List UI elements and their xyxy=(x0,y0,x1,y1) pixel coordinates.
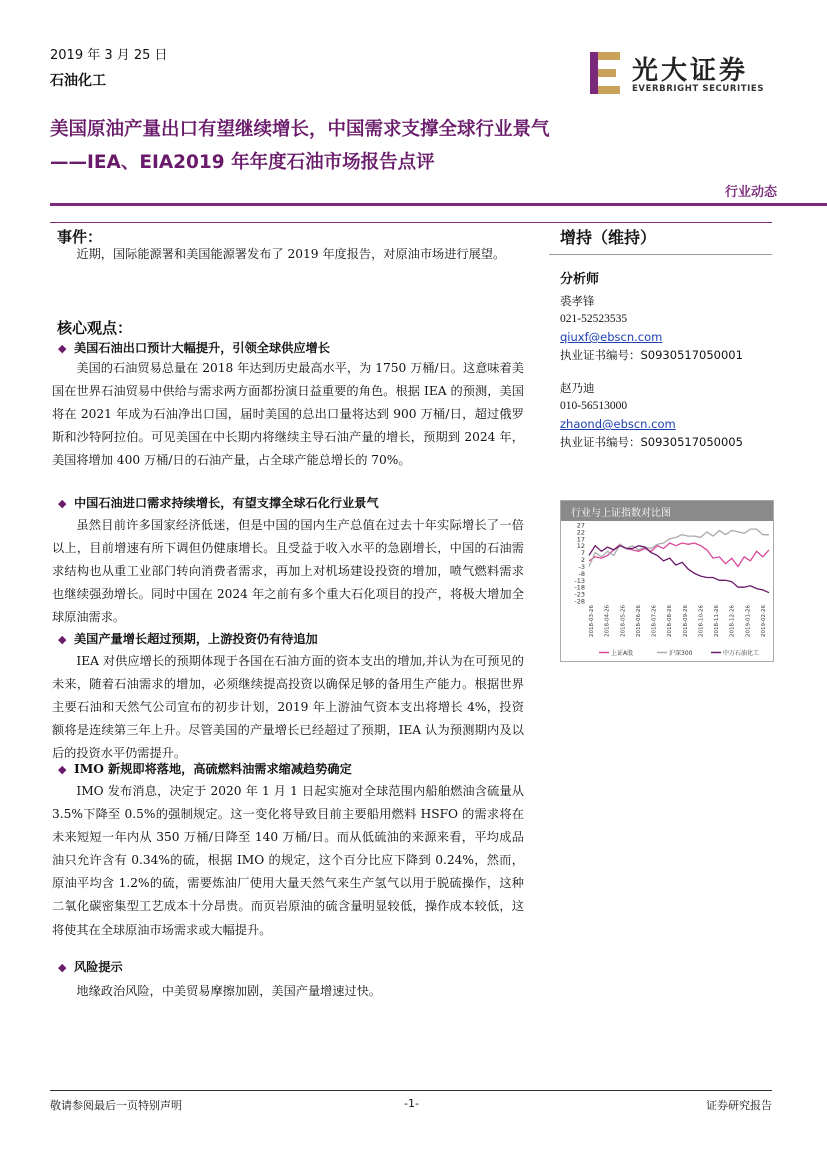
logo-chinese-name: 光大证券 xyxy=(632,56,749,86)
analyst-email-link[interactable]: qiuxf@ebscn.com xyxy=(560,330,663,344)
chart-title-bar xyxy=(561,501,773,521)
section-bullet xyxy=(58,630,318,647)
core-view-heading: 核心观点： xyxy=(57,319,133,337)
analyst-card xyxy=(560,379,743,451)
page-number: -1- xyxy=(404,1097,419,1110)
y-tick-label: -18 xyxy=(574,583,585,592)
report-title: 美国原油产量出口有望继续增长，中国需求支撑全球行业景气 xyxy=(50,119,550,140)
legend-label: 沪深300 xyxy=(669,650,693,657)
x-tick-label: 2018-05-26 xyxy=(620,605,627,637)
content-divider xyxy=(50,222,772,223)
bullet-label: 美国产量增长超过预期，上游投资仍有待追加 xyxy=(74,632,318,646)
legend-label: 上证A股 xyxy=(611,650,634,657)
company-logo xyxy=(588,50,778,96)
y-tick-label: -8 xyxy=(578,569,585,578)
y-tick-label: 17 xyxy=(576,535,585,544)
document-type: 行业动态 xyxy=(724,185,777,200)
section-text: 虽然目前许多国家经济低迷，但是中国的国内生产总值在过去十年实际增长了一倍以上，目前增速有所下调但仍健康增长。且受益于收入水平的急剧增长，中国的石油需求结构也从重工业部门转向消费者需求，再加上对机场建设投资的增加，喷气燃料需求也继续强劲增长。同时中国在 2024 年之前有多个重大石化项目的投产，将极大增加全球原油需求。 xyxy=(52,518,524,625)
x-tick-label: 2018-04-26 xyxy=(604,605,611,637)
y-tick-label: 27 xyxy=(576,521,585,530)
y-tick-label: -28 xyxy=(574,597,585,606)
sector-label: 石油化工 xyxy=(50,73,106,89)
rating-label: 增持（维持） xyxy=(560,228,657,247)
footer-divider xyxy=(50,1090,772,1091)
x-tick-label: 2018-11-26 xyxy=(714,605,721,637)
diamond-bullet-icon: ◆ xyxy=(58,633,67,646)
analyst-phone: 010-56513000 xyxy=(560,400,628,412)
footer-disclaimer: 敬请参阅最后一页特别声明 xyxy=(50,1099,182,1112)
analyst-name: 赵乃迪 xyxy=(560,381,595,395)
y-tick-label: -3 xyxy=(578,562,585,571)
x-tick-label: 2018-10-26 xyxy=(698,605,705,637)
x-tick-label: 2019-02-26 xyxy=(761,605,767,637)
section-text: IMO 发布消息，决定于 2020 年 1 月 1 日起实施对全球范围内船舶燃油含硫量从 3.5%下降至 0.5%的强制规定。这一变化将导致目前主要船用燃料 HSFO 的需求将在未来短短一年内从 350 万桶/日降至 140 万桶/日。而从低硫油的来源来看，平均成品油只允许含有 0.34%的硫，根据 IMO 的规定，这个百分比应下降到 0.24%，然而，原油平均含 1.2%的硫，需要炼油厂使用大量天然气来生产氢气以用于脱硫操作，这种二氧化碳密集型工艺成本十分昂贵。而页岩原油的硫含量明显较低，操作成本较低，这将使其在全球原油市场需求或大幅提升。 xyxy=(52,784,524,937)
bullet-label: 风险提示 xyxy=(74,960,123,974)
x-tick-label: 2018-12-26 xyxy=(729,605,736,637)
y-tick-label: -23 xyxy=(574,590,585,599)
legend-label: 中万石油化工 xyxy=(723,650,760,657)
y-tick-label: 12 xyxy=(576,542,585,551)
logo-english-name: EVERBRIGHT SECURITIES xyxy=(632,84,765,94)
section-bullet xyxy=(58,494,379,511)
comparison-chart xyxy=(560,500,774,662)
diamond-bullet-icon: ◆ xyxy=(58,961,67,974)
analyst-email-link[interactable]: zhaond@ebscn.com xyxy=(560,417,676,431)
analyst-cert: 执业证书编号：S0930517050001 xyxy=(560,348,743,362)
report-subtitle: ——IEA、EIA2019 年年度石油市场报告点评 xyxy=(50,152,435,173)
section-text: IEA 对供应增长的预期体现于各国在石油方面的资本支出的增加,并认为在可预见的未来，随着石油需求的增加，必须继续提高投资以确保足够的备用生产能力。根据世界主要石油和天然气公司宣布的初步计划，2019 年上游油气资本支出将增长 4%，投资额将是连续第三年上升。尽管美国的产量增长已经超过了预期，IEA 认为预测期内及以后的投资水平仍需提升。 xyxy=(52,654,524,761)
footer-report-type: 证券研究报告 xyxy=(706,1099,772,1112)
header-divider xyxy=(50,203,827,206)
diamond-bullet-icon: ◆ xyxy=(58,763,67,776)
x-tick-label: 2018-03-26 xyxy=(589,605,595,637)
section-bullet xyxy=(58,760,352,777)
y-tick-label: -13 xyxy=(574,576,585,585)
analyst-card xyxy=(560,292,743,364)
section-text: 地缘政治风险，中美贸易摩擦加剧，美国产量增速过快。 xyxy=(76,984,382,998)
x-tick-label: 2018-08-26 xyxy=(667,605,674,637)
analyst-phone: 021-52523535 xyxy=(560,313,628,325)
bullet-label: 美国石油出口预计大幅提升，引领全球供应增长 xyxy=(74,341,330,355)
x-tick-label: 2018-09-26 xyxy=(682,605,689,637)
x-tick-label: 2019-01-26 xyxy=(745,605,752,637)
event-heading: 事件： xyxy=(57,228,103,246)
series-line xyxy=(589,543,769,567)
x-tick-label: 2018-07-26 xyxy=(651,605,658,637)
chart-plot xyxy=(561,521,773,661)
diamond-bullet-icon: ◆ xyxy=(58,497,67,510)
diamond-bullet-icon: ◆ xyxy=(58,342,67,355)
section-bullet xyxy=(58,958,123,975)
analyst-heading: 分析师 xyxy=(560,272,600,287)
chart-title: 行业与上证指数对比图 xyxy=(571,508,671,519)
event-text: 近期，国际能源署和美国能源署发布了 2019 年度报告，对原油市场进行展望。 xyxy=(76,247,506,261)
y-tick-label: 22 xyxy=(576,528,585,537)
y-tick-label: 7 xyxy=(580,549,585,558)
analyst-cert: 执业证书编号：S0930517050005 xyxy=(560,435,743,449)
everbright-logo-icon xyxy=(588,50,622,96)
bullet-label: 中国石油进口需求持续增长，有望支撑全球石化行业景气 xyxy=(74,496,379,510)
report-date: 2019 年 3 月 25 日 xyxy=(50,48,168,63)
analyst-name: 裘孝锋 xyxy=(560,294,595,308)
sidebar-divider xyxy=(549,254,772,255)
y-tick-label: 2 xyxy=(580,556,585,565)
section-text: 美国的石油贸易总量在 2018 年达到历史最高水平，为 1750 万桶/日。这意味着美国在世界石油贸易中供给与需求两方面都扮演日益重要的角色。根据 IEA 的预测，美国将在 2021 年成为石油净出口国，届时美国的总出口量将达到 900 万桶/日，超过俄罗斯和沙特阿拉伯。可见美国在中长期内将继续主导石油产量的增长，预期到 2024 年，美国将增加 400 万桶/日的石油产量，占全球产能总增长的 70%。 xyxy=(52,361,524,468)
x-tick-label: 2018-06-26 xyxy=(635,605,642,637)
bullet-label: IMO 新规即将落地，高硫燃料油需求缩减趋势确定 xyxy=(74,762,352,776)
section-bullet xyxy=(58,339,330,356)
